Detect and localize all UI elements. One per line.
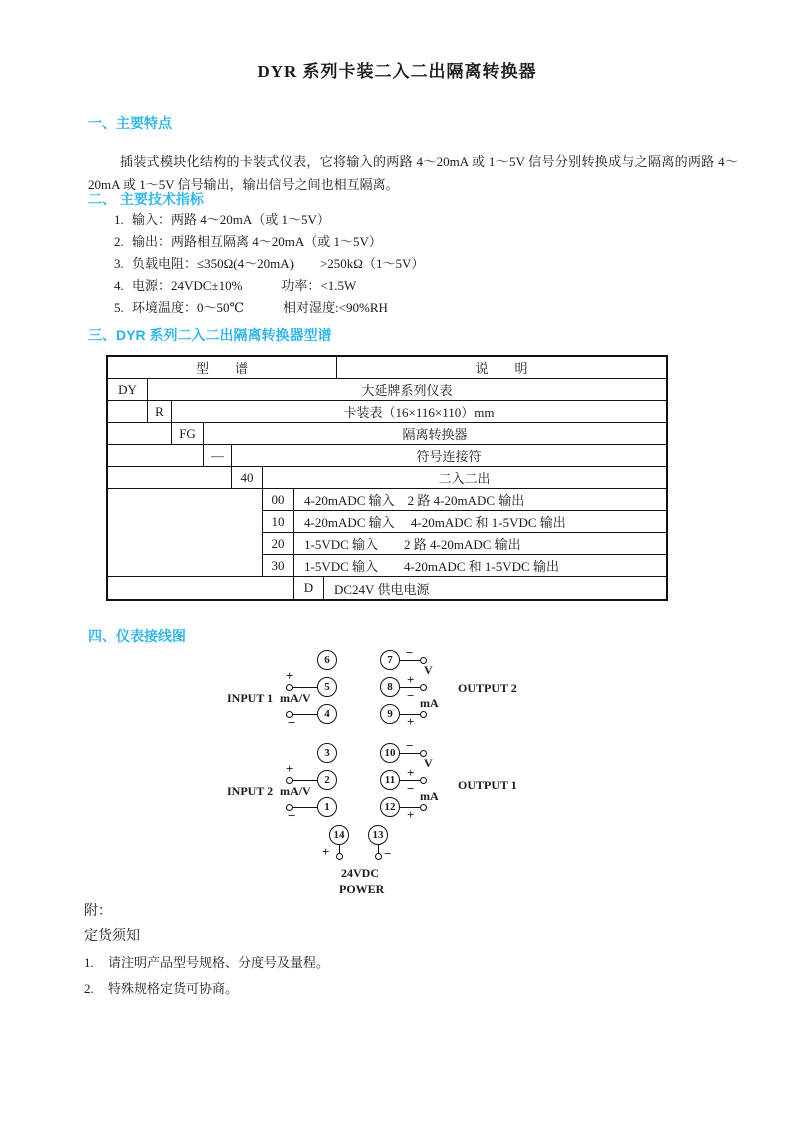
spec-item-output bbox=[114, 231, 382, 250]
table-desc-dy: 大延牌系列仪表 bbox=[148, 379, 666, 401]
terminal-4: 4 bbox=[317, 704, 337, 724]
terminal-6: 6 bbox=[317, 650, 337, 670]
terminal-3: 3 bbox=[317, 743, 337, 763]
terminal-dot bbox=[420, 684, 427, 691]
volt-label: V bbox=[424, 756, 433, 770]
spec-item-number: 4. bbox=[114, 278, 124, 293]
table-header-model: 型 谱 bbox=[108, 357, 337, 379]
spec-item-load bbox=[114, 253, 424, 272]
output1-label: OUTPUT 1 bbox=[458, 778, 517, 792]
terminal-dot bbox=[286, 777, 293, 784]
spec-item-number: 3. bbox=[114, 256, 124, 271]
table-desc-10: 4-20mADC 输入 4-20mADC 和 1-5VDC 输出 bbox=[294, 511, 666, 533]
terminal-5: 5 bbox=[317, 677, 337, 697]
table-code-40: 40 bbox=[232, 467, 263, 489]
notes-attach: 附： bbox=[84, 904, 112, 919]
table-empty-cell bbox=[108, 401, 148, 423]
table-code-d: D bbox=[294, 577, 324, 599]
note-item-number: 2. bbox=[84, 981, 94, 996]
table-code-00: 00 bbox=[263, 489, 294, 511]
terminal-2: 2 bbox=[317, 770, 337, 790]
spec-item-environment bbox=[114, 297, 388, 316]
terminal-dot bbox=[420, 711, 427, 718]
minus-sign: − bbox=[288, 715, 296, 730]
terminal-8: 8 bbox=[380, 677, 400, 697]
power-label: POWER bbox=[339, 882, 385, 896]
output2-label: OUTPUT 2 bbox=[458, 681, 517, 695]
terminal-12: 12 bbox=[380, 797, 400, 817]
table-code-fg: FG bbox=[172, 423, 204, 445]
table-empty-cell bbox=[108, 423, 172, 445]
plus-sign: + bbox=[286, 668, 294, 683]
spec-item-text: 电源：24VDC±10% 功率：<1.5W bbox=[132, 278, 357, 293]
power-voltage-label: 24VDC bbox=[341, 866, 379, 880]
table-code-r: R bbox=[148, 401, 172, 423]
mav-label: mA/V bbox=[280, 784, 311, 798]
table-code-dash: — bbox=[204, 445, 232, 467]
terminal-dot bbox=[420, 804, 427, 811]
section-specs-heading: 二、 主要技术指标 bbox=[88, 191, 204, 207]
terminal-14: 14 bbox=[329, 825, 349, 845]
features-paragraph: 插装式模块化结构的卡装式仪表，它将输入的两路 4～20mA 或 1～5V 信号分别转换成与之隔离的两路 4～20mA 或 1～5V 信号输出，输出信号之间也相互隔离。 bbox=[88, 154, 738, 192]
spec-item-number: 2. bbox=[114, 234, 124, 249]
mav-label: mA/V bbox=[280, 691, 311, 705]
spec-item-text: 输入：两路 4～20mA（或 1～5V） bbox=[132, 212, 330, 227]
table-desc-r: 卡装表（16×116×110）mm bbox=[172, 401, 666, 423]
table-desc-d: DC24V 供电电源 bbox=[334, 581, 430, 597]
spec-item-power bbox=[114, 275, 356, 294]
note-item-number: 1. bbox=[84, 955, 94, 970]
section-features-heading: 一、主要特点 bbox=[88, 115, 172, 131]
minus-sign: − bbox=[288, 808, 296, 823]
terminal-dot bbox=[286, 684, 293, 691]
wire bbox=[291, 807, 318, 808]
spec-item-text: 环境温度：0～50℃ 相对湿度:<90%RH bbox=[132, 300, 388, 315]
minus-sign: − bbox=[406, 738, 414, 753]
terminal-dot bbox=[336, 853, 343, 860]
model-spectrum-table bbox=[106, 355, 668, 601]
section-wiring-heading: 四、仪表接线图 bbox=[88, 628, 186, 644]
table-desc-30: 1-5VDC 输入 4-20mADC 和 1-5VDC 输出 bbox=[294, 555, 666, 577]
plus-sign: + bbox=[286, 761, 294, 776]
plus-sign: + bbox=[407, 714, 415, 729]
notes-item-1 bbox=[84, 952, 329, 971]
note-item-text: 请注明产品型号规格、分度号及量程。 bbox=[108, 955, 330, 970]
plus-sign: + bbox=[322, 844, 330, 859]
terminal-10: 10 bbox=[380, 743, 400, 763]
minus-sign: − bbox=[384, 846, 392, 861]
table-code-10: 10 bbox=[263, 511, 294, 533]
notes-title: 定货须知 bbox=[84, 929, 140, 944]
table-code-dy: DY bbox=[108, 379, 148, 401]
spec-item-text: 负载电阻：≤350Ω(4～20mA) >250kΩ（1～5V） bbox=[132, 256, 425, 271]
wire bbox=[291, 714, 318, 715]
minus-sign: − bbox=[406, 645, 414, 660]
table-empty-cell bbox=[108, 445, 204, 467]
table-code-30: 30 bbox=[263, 555, 294, 577]
plus-sign: + bbox=[407, 672, 415, 687]
section-model-heading: 三、DYR 系列二入二出隔离转换器型谱 bbox=[88, 327, 332, 343]
terminal-1: 1 bbox=[317, 797, 337, 817]
minus-sign: − bbox=[407, 688, 415, 703]
terminal-dot bbox=[420, 777, 427, 784]
input1-label: INPUT 1 bbox=[227, 691, 274, 705]
terminal-7: 7 bbox=[380, 650, 400, 670]
table-empty-cell bbox=[108, 467, 232, 489]
terminal-13: 13 bbox=[368, 825, 388, 845]
ma-label: mA bbox=[420, 696, 439, 710]
table-desc-fg: 隔离转换器 bbox=[204, 423, 666, 445]
plus-sign: + bbox=[407, 765, 415, 780]
table-header-desc: 说 明 bbox=[337, 357, 666, 379]
minus-sign: − bbox=[407, 781, 415, 796]
note-item-text: 特殊规格定货可协商。 bbox=[108, 981, 239, 996]
terminal-9: 9 bbox=[380, 704, 400, 724]
table-desc-dash: 符号连接符 bbox=[232, 445, 666, 467]
spec-item-input bbox=[114, 209, 330, 228]
table-desc-20: 1-5VDC 输入 2 路 4-20mADC 输出 bbox=[294, 533, 666, 555]
wiring-diagram bbox=[0, 640, 794, 920]
table-desc-00: 4-20mADC 输入 2 路 4-20mADC 输出 bbox=[294, 489, 666, 511]
spec-item-text: 输出：两路相互隔离 4～20mA（或 1～5V） bbox=[132, 234, 382, 249]
table-empty-cell bbox=[108, 489, 263, 577]
table-code-20: 20 bbox=[263, 533, 294, 555]
wire bbox=[291, 780, 318, 781]
notes-item-2 bbox=[84, 978, 238, 997]
plus-sign: + bbox=[407, 807, 415, 822]
page-title: DYR 系列卡装二入二出隔离转换器 bbox=[257, 62, 537, 81]
terminal-11: 11 bbox=[380, 770, 400, 790]
table-desc-40: 二入二出 bbox=[263, 467, 666, 489]
ma-label: mA bbox=[420, 789, 439, 803]
table-empty-cell bbox=[108, 577, 294, 599]
wire bbox=[291, 687, 318, 688]
terminal-dot bbox=[375, 853, 382, 860]
spec-item-number: 1. bbox=[114, 212, 124, 227]
input2-label: INPUT 2 bbox=[227, 784, 274, 798]
volt-label: V bbox=[424, 663, 433, 677]
spec-item-number: 5. bbox=[114, 300, 124, 315]
